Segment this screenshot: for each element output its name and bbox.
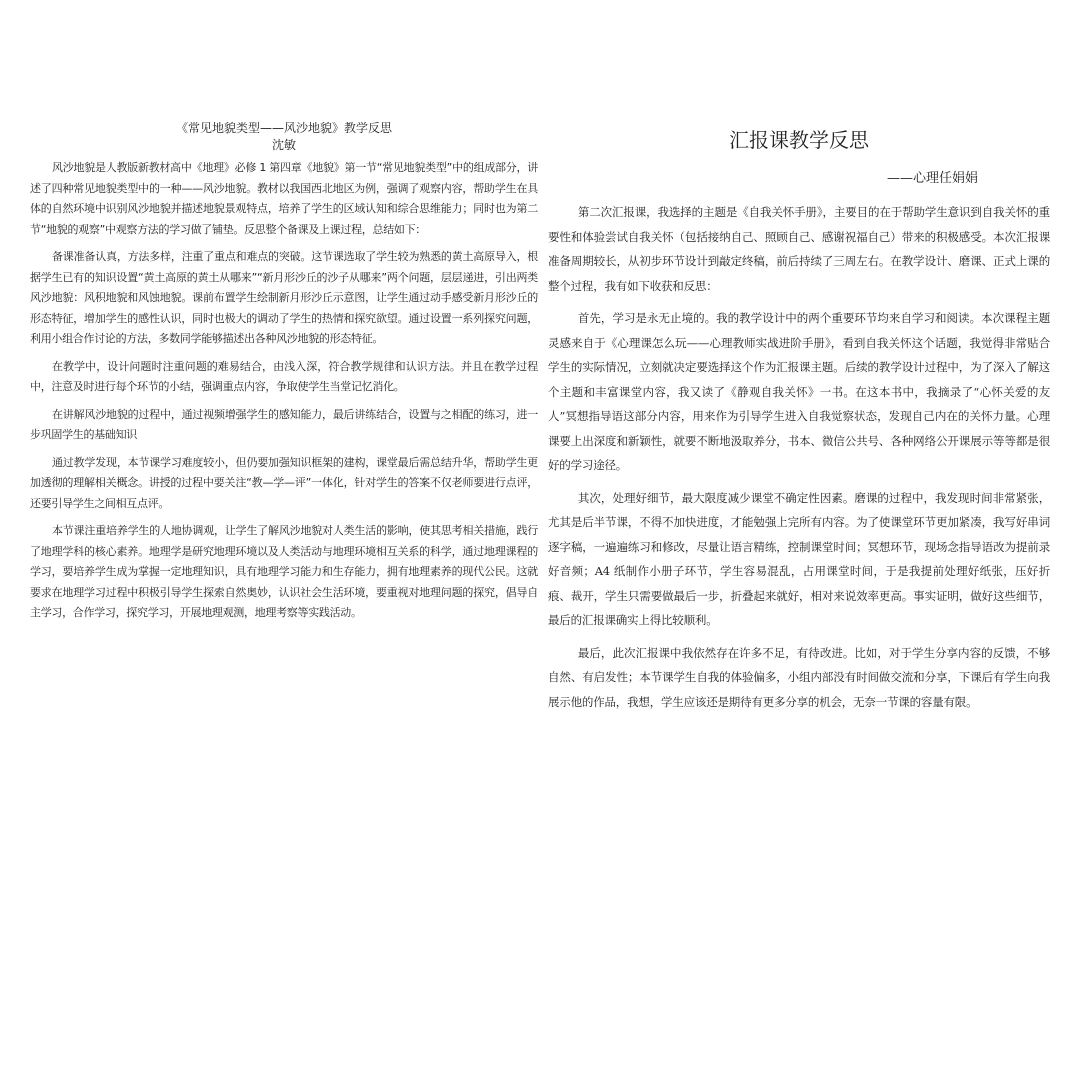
right-paragraph: 其次，处理好细节，最大限度减少课堂不确定性因素。磨课的过程中，我发现时间非常紧张，尤其是后半节课，不得不加快进度，才能勉强上完所有内容。为了使课堂环节更加紧凑，我写好串词逐字稿，一遍遍练习和修改，尽量让语言精练，控制课堂时间；冥想环节，现场念指导语改为提前录好音频；A4 纸制作小册子环节，学生容易混乱，占用课堂时间，于是我提前处理好纸张，压好折痕、裁开，学生只需要做最后一步，折叠起来就好，相对来说效率更高。事实证明，做好这些细节，最后的汇报课确实上得比较顺利。 bbox=[548, 490, 1050, 627]
left-document-page bbox=[30, 0, 538, 1080]
left-document-title: 《常见地貌类型——风沙地貌》教学反思 bbox=[175, 121, 392, 135]
left-paragraph: 在讲解风沙地貌的过程中，通过视频增强学生的感知能力，最后讲练结合，设置与之相配的练习，进一步巩固学生的基础知识 bbox=[30, 407, 538, 441]
right-paragraph: 最后，此次汇报课中我依然存在许多不足，有待改进。比如，对于学生分享内容的反馈，不够自然、有启发性；本节课学生自我的体验偏多，小组内部没有时间做交流和分享，下课后有学生向我展示他的作品，我想，学生应该还是期待有更多分享的机会，无奈一节课的容量有限。 bbox=[548, 645, 1050, 709]
left-paragraph: 备课准备认真，方法多样，注重了重点和难点的突破。这节课选取了学生较为熟悉的黄土高原导入，根据学生已有的知识设置“黄土高原的黄土从哪来”“新月形沙丘的沙子从哪来”两个问题，层层递进，引出两类风沙地貌：风积地貌和风蚀地貌。课前布置学生绘制新月形沙丘示意图，让学生通过动手感受新月形沙丘的形态特征，增加学生的感性认识，同时也极大的调动了学生的热情和探究欲望。通过设置一系列探究问题，利用小组合作讨论的方法，多数同学能够描述出各种风沙地貌的形态特征。 bbox=[30, 250, 538, 345]
left-paragraph: 通过教学发现，本节课学习难度较小，但仍要加强知识框架的建构，课堂最后需总结升华，帮助学生更加透彻的理解相关概念。讲授的过程中要关注“教—学—评”一体化，针对学生的答案不仅老师要进行点评，还要引导学生之间相互点评。 bbox=[30, 455, 538, 510]
right-document-page bbox=[548, 0, 1050, 1080]
left-paragraph: 在教学中，设计问题时注重问题的难易结合，由浅入深，符合教学规律和认识方法。并且在教学过程中，注意及时进行每个环节的小结，强调重点内容，争取使学生当堂记忆消化。 bbox=[30, 359, 538, 393]
right-paragraph: 第二次汇报课，我选择的主题是《自我关怀手册》，主要目的在于帮助学生意识到自我关怀的重要性和体验尝试自我关怀（包括接纳自己、照顾自己、感谢祝福自己）带来的积极感受。本次汇报课准备周期较长，从初步环节设计到敲定终稿，前后持续了三周左右。在教学设计、磨课、正式上课的整个过程，我有如下收获和反思： bbox=[548, 205, 1050, 293]
left-document-author: 沈敏 bbox=[271, 138, 296, 152]
right-document-author-line: ——心理任娟娟 bbox=[886, 171, 978, 186]
left-document-body bbox=[30, 158, 538, 631]
right-paragraph: 首先，学习是永无止境的。我的教学设计中的两个重要环节均来自学习和阅读。本次课程主题灵感来自于《心理课怎么玩——心理教师实战进阶手册》，看到自我关怀这个话题，我觉得非常贴合学生的实际情况，立刻就决定要选择这个作为汇报课主题。后续的教学设计过程中，为了深入了解这个主题和丰富课堂内容，我又读了《静观自我关怀》一书。在这本书中，我摘录了“心怀关爱的友人”冥想指导语这部分内容，用来作为引导学生进入自我觉察状态，发现自己内在的关怀力量。心理课要上出深度和新颖性，就要不断地汲取养分，书本、微信公共号、各种网络公开课展示等等都是很好的学习途径。 bbox=[548, 311, 1050, 472]
left-paragraph: 本节课注重培养学生的人地协调观，让学生了解风沙地貌对人类生活的影响，使其思考相关措施，践行了地理学科的核心素养。地理学是研究地理环境以及人类活动与地理环境相互关系的科学，通过地理课程的学习，要培养学生成为掌握一定地理知识，具有地理学习能力和生存能力，拥有地理素养的现代公民。这就要求在地理学习过程中积极引导学生探索自然奥妙，认识社会生活环境，要重视对地理问题的探究，倡导自主学习，合作学习，探究学习，开展地理观测，地理考察等实践活动。 bbox=[30, 524, 538, 619]
left-paragraph: 风沙地貌是人教版新教材高中《地理》必修 1 第四章《地貌》第一节“常见地貌类型”中的组成部分，讲述了四种常见地貌类型中的一种——风沙地貌。教材以我国西北地区为例，强调了观察内容，帮助学生在具体的自然环境中识别风沙地貌并描述地貌景观特点，培养了学生的区域认知和综合思维能力；同时也为第二节“地貌的观察”中观察方法的学习做了铺垫。反思整个备课及上课过程，总结如下： bbox=[30, 161, 538, 236]
right-document-body bbox=[548, 200, 1050, 722]
right-document-title: 汇报课教学反思 bbox=[729, 128, 869, 152]
